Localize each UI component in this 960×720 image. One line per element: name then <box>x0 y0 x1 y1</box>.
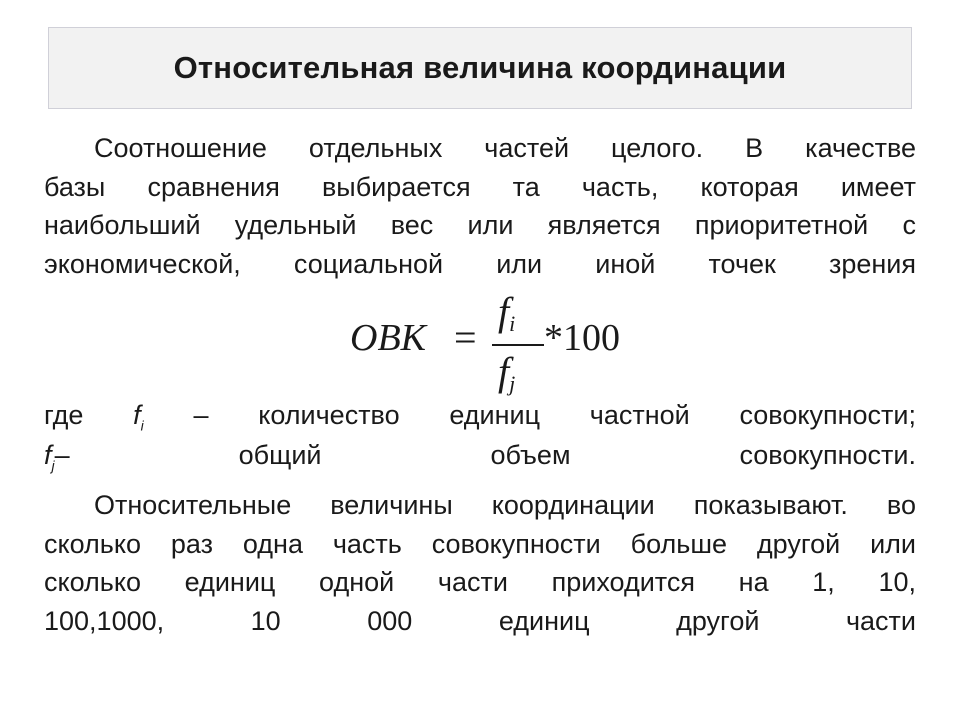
formula-multiplier: *100 <box>544 317 620 359</box>
formula-denominator: $f_j$ <box>498 349 516 396</box>
title-banner <box>48 27 912 109</box>
intro-paragraph <box>44 129 916 283</box>
dash: – <box>193 400 209 430</box>
symbol-fj-group <box>44 440 70 473</box>
outro-line: 100,1000, 10 000 единиц другой части <box>44 605 916 636</box>
where-line-2 <box>44 440 916 473</box>
intro-line: наибольший удельный вес или является приоритетной с <box>44 210 916 240</box>
outro-line: Относительные величины координации показывают. во <box>94 490 916 520</box>
symbol-fj: $f_j$ <box>44 440 55 474</box>
outro-line: сколько раз одна часть совокупности больше другой или <box>44 528 916 559</box>
intro-line: базы сравнения выбирается та часть, которая имеет <box>44 171 916 202</box>
formula-equals: = <box>454 315 477 360</box>
dash: – <box>54 440 70 470</box>
where-word: совокупности. <box>739 440 916 470</box>
where-word: совокупности; <box>739 400 916 430</box>
fraction-bar <box>492 344 544 346</box>
outro-paragraph <box>44 486 916 640</box>
where-word: количество <box>258 400 400 430</box>
slide-title: Относительная величина координации <box>173 50 787 85</box>
where-word: общий <box>238 440 322 470</box>
where-word: объем <box>490 440 571 470</box>
ovk-formula <box>350 290 630 400</box>
formula-lhs: ОВК <box>350 317 426 359</box>
intro-line: экономической, социальной или иной точек зрения <box>44 248 916 279</box>
formula-numerator: $f_i$ <box>498 289 516 336</box>
intro-line: Соотношение отдельных частей целого. В качестве <box>94 133 916 163</box>
where-line-1 <box>44 400 916 433</box>
where-word: где <box>44 400 84 430</box>
where-word: единиц <box>449 400 541 430</box>
symbol-fi: $f_i$ <box>133 400 144 434</box>
where-word: частной <box>589 400 690 430</box>
outro-line: сколько единиц одной части приходится на 1, 10, <box>44 567 916 597</box>
